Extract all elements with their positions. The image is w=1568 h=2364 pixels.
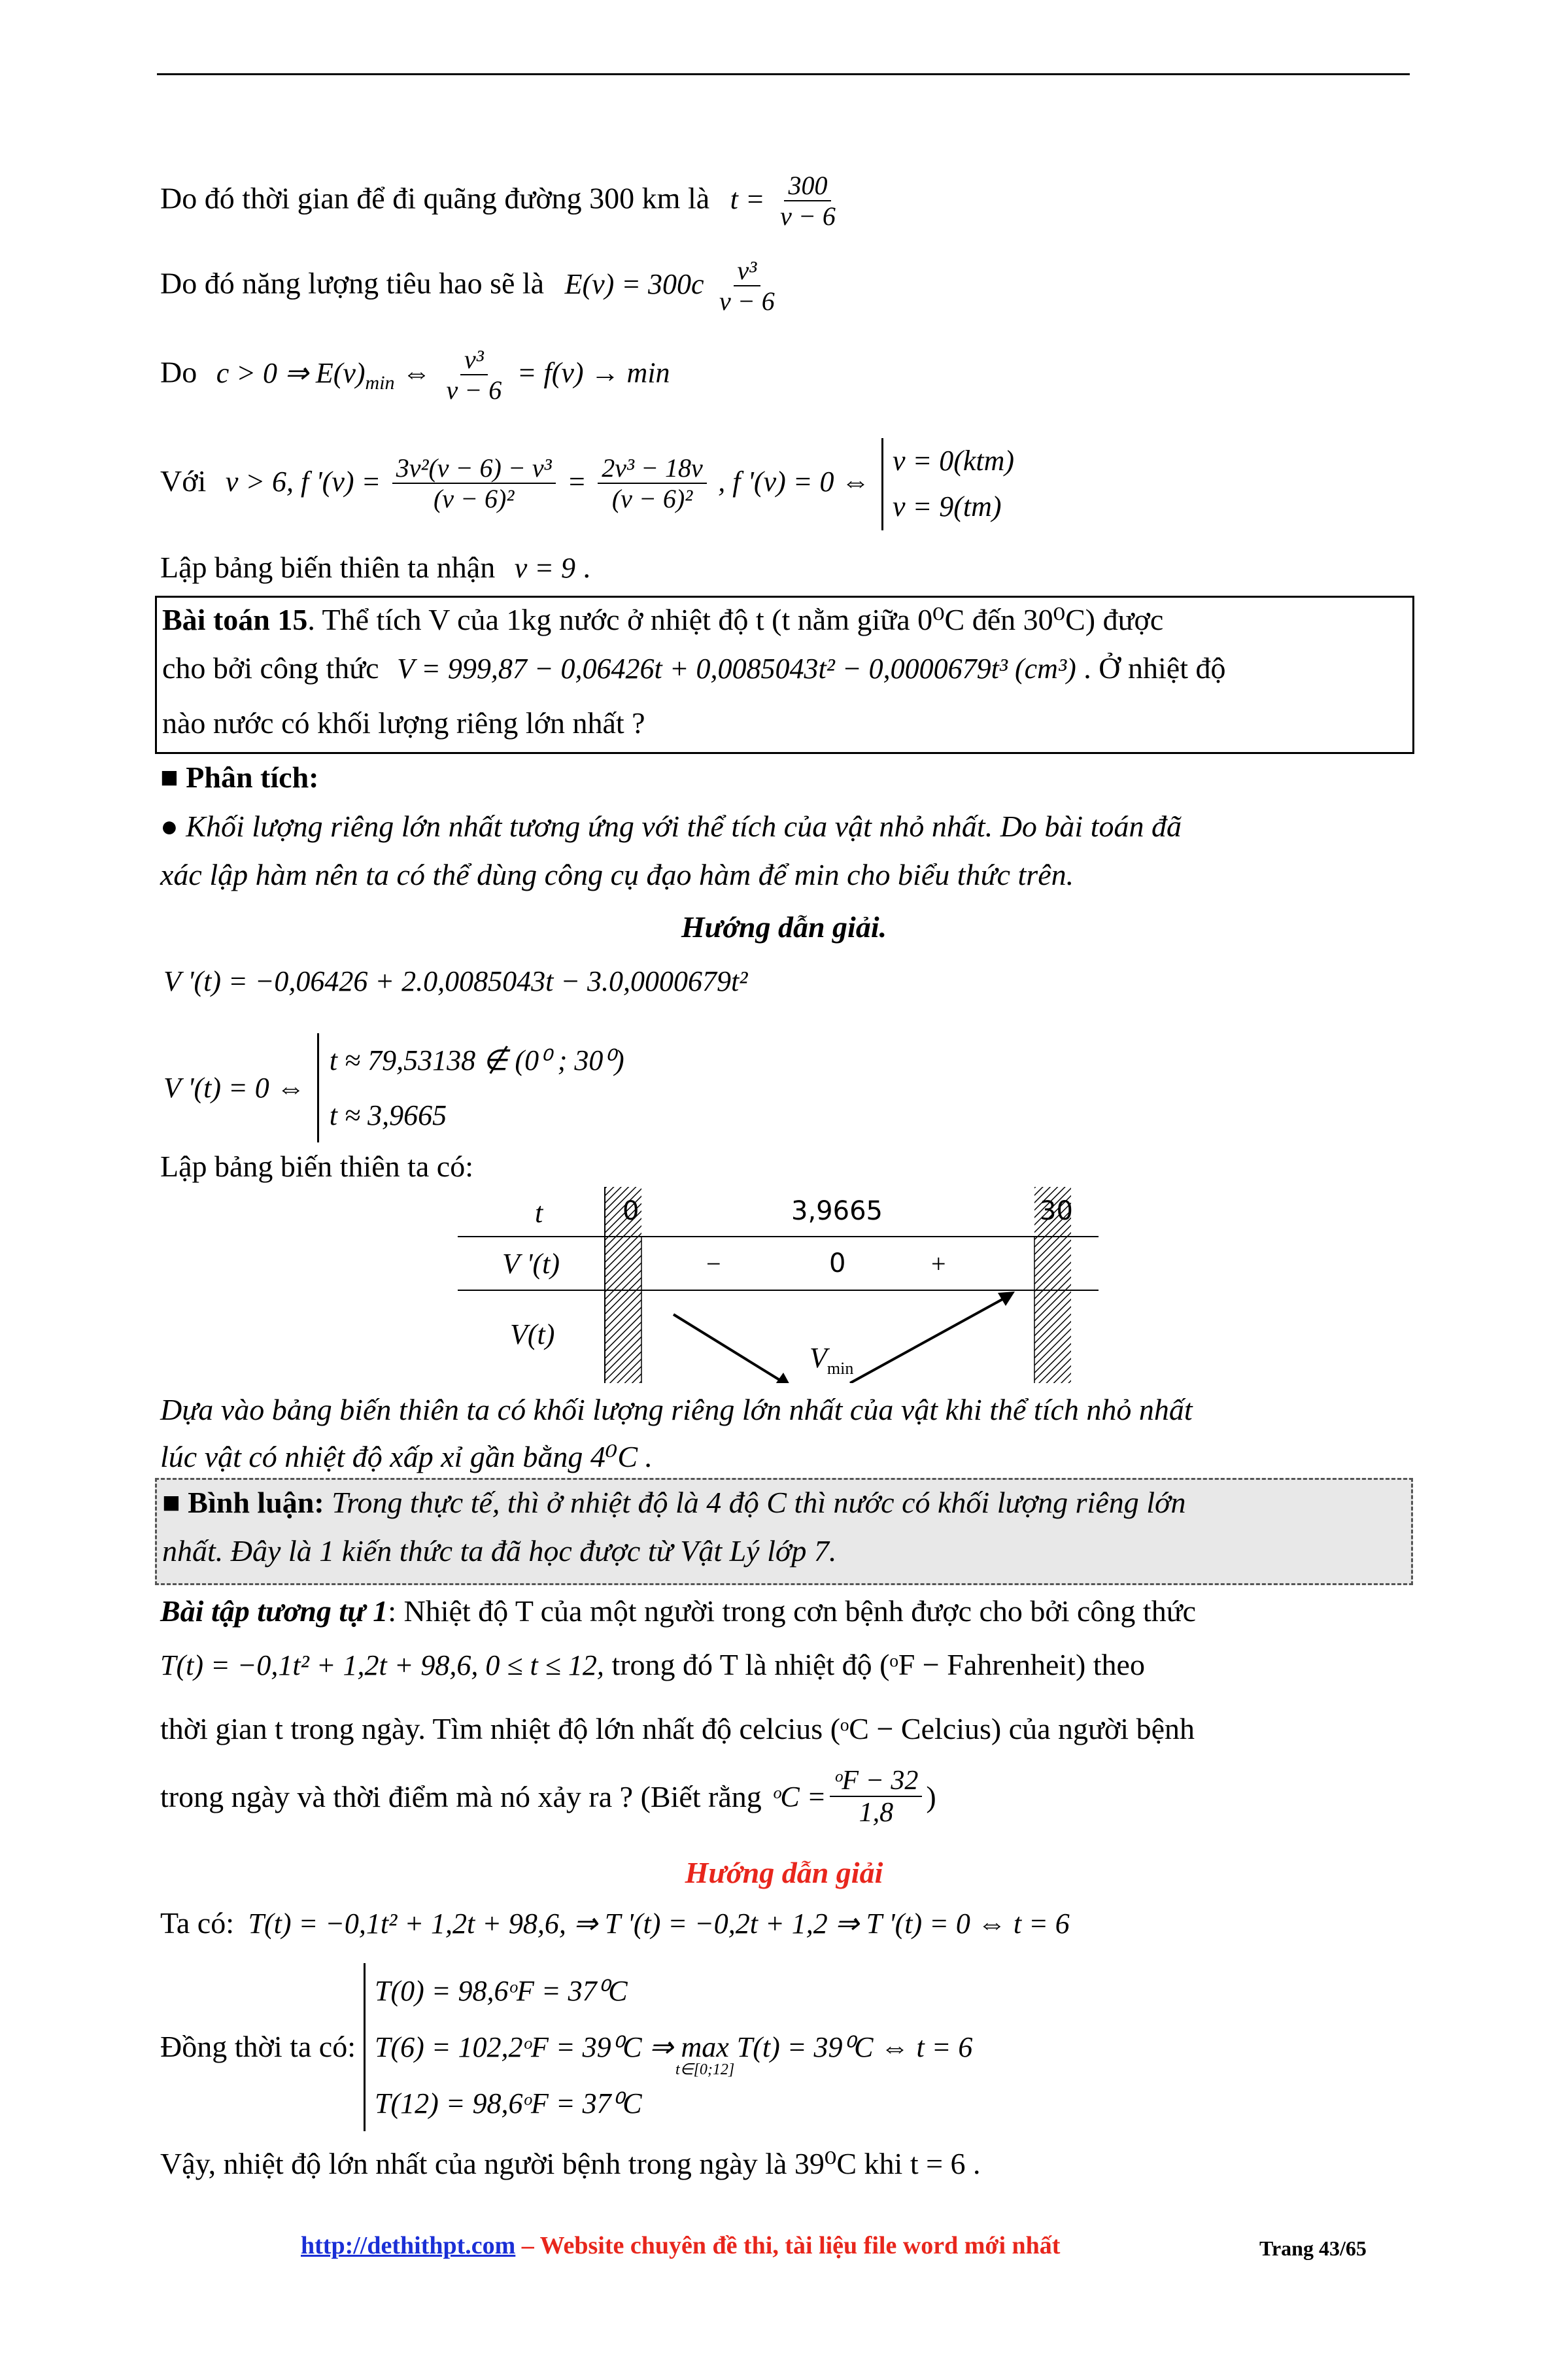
solution2-system: Đồng thời ta có: T(0) = 98,6ᵒF = 37⁰C T(6) = 102,2ᵒF = 39⁰C ⇒ max t∈[0;12] T(t) = 39⁰C ⇔ t = 6 T(12) = 98,6ᵒF = 37⁰C — [160, 1963, 972, 2131]
t-value-critical: 3,9665 — [791, 1196, 883, 1226]
arrow-increase — [850, 1297, 1007, 1383]
page-number: Trang 43/65 — [1259, 2236, 1367, 2260]
analysis-line1: ● Khối lượng riêng lớn nhất tương ứng với thể tích của vật nhỏ nhất. Do bài toán đã — [160, 810, 1182, 843]
solution2-heading: Hướng dẫn giải — [685, 1856, 883, 1889]
table-intro: Lập bảng biến thiên ta có: — [160, 1150, 474, 1183]
solution2-line1: Ta có: T(t) = −0,1t² + 1,2t + 98,6, ⇒ T '(t) = −0,2t + 1,2 ⇒ T '(t) = 0 ⇔ t = 6 — [160, 1906, 1070, 1940]
line-table-result: Lập bảng biến thiên ta nhận v = 9 . — [160, 551, 590, 584]
vmin-label: $V_{min}$ — [810, 1342, 854, 1378]
line-condition: Do c > 0 ⇒ $E(v)_{min}$ ⇔ $\frac{\text{v³}}{v - 6}$ = f(v) → min — [160, 345, 670, 405]
derivative-formula: V '(t) = −0,06426 + 2.0,0085043t − 3.0,0000679t² — [163, 965, 748, 997]
line-energy: Do đó năng lượng tiêu hao sẽ là E(v) = 300c $\frac{\text{v³}}{v - 6}$ — [160, 256, 775, 316]
sign-zero: 0 — [829, 1248, 846, 1278]
header-rule — [157, 73, 1410, 75]
sign-negative: − — [706, 1249, 721, 1278]
variation-table — [458, 1187, 1099, 1383]
analysis-line2: xác lập hàm nên ta có thể dùng công cụ đạo hàm để min cho biểu thức trên. — [160, 858, 1074, 891]
variation-table-lines — [458, 1187, 1099, 1383]
derivative-roots: V '(t) = 0 ⇔ t ≈ 79,53138 ∉ (0⁰ ; 30⁰) t ≈ 3,9665 — [163, 1033, 624, 1142]
arrow-decrease — [673, 1314, 785, 1383]
t-value-0: 0 — [622, 1196, 639, 1226]
problem-line1: Bài toán 15. Thể tích V của 1kg nước ở nhiệt độ t (t nằm giữa 0⁰C đến 30⁰C) được — [162, 603, 1164, 636]
row-label-v: V(t) — [510, 1318, 555, 1350]
comment-line2: nhất. Đây là 1 kiến thức ta đã học được từ Vật Lý lớp 7. — [162, 1534, 837, 1567]
exercise-line2: T(t) = −0,1t² + 1,2t + 98,6, 0 ≤ t ≤ 12, trong đó T là nhiệt độ (ᵒF − Fahrenheit) theo — [160, 1648, 1145, 1681]
footer-link[interactable]: http://dethithpt.com — [301, 2232, 516, 2259]
t-value-30: 30 — [1040, 1196, 1073, 1226]
exercise-line3: thời gian t trong ngày. Tìm nhiệt độ lớn nhất độ celcius (ᵒC − Celcius) của người bệnh — [160, 1712, 1195, 1745]
row-label-t: t — [535, 1197, 543, 1229]
comment-line1: ■ Bình luận: Trong thực tế, thì ở nhiệt độ là 4 độ C thì nước có khối lượng riêng lớn — [162, 1486, 1186, 1519]
sign-positive: + — [931, 1249, 946, 1278]
footer — [301, 2231, 1060, 2260]
conclusion-line2: lúc vật có nhiệt độ xấp xỉ gần bằng 4⁰C . — [160, 1440, 653, 1473]
analysis-label: ■ Phân tích: — [160, 761, 319, 794]
solution-heading: Hướng dẫn giải. — [681, 910, 887, 944]
line-derivative: Với v > 6, f '(v) = $\frac{\text{3v²(v − 6) − v³}}{\text{(v − 6)²}}$ = $\frac{\text{2v³ − 18v}}{\text{(v − 6)²}}$ , f '(v) = 0 ⇔ v = 0(ktm) v = 9(tm) — [160, 438, 1014, 530]
conclusion-line1: Dựa vào bảng biến thiên ta có khối lượng riêng lớn nhất của vật khi thể tích nhỏ nhất — [160, 1393, 1193, 1426]
exercise-line4: trong ngày và thời điểm mà nó xảy ra ? (Biết rằng ᵒC = $\frac{\text{ᵒF − 32}}{1,8}$ ) — [160, 1766, 936, 1828]
problem-line2: cho bởi công thức V = 999,87 − 0,06426t + 0,0085043t² − 0,0000679t³ (cm³) . Ở nhiệt độ — [162, 651, 1226, 685]
line-time: Do đó thời gian để đi quãng đường 300 km là t = $\frac{300}{v - 6}$ — [160, 171, 836, 231]
row-label-deriv: V '(t) — [502, 1248, 560, 1280]
footer-tagline: – Website chuyên đề thi, tài liệu file word mới nhất — [515, 2232, 1061, 2259]
solution2-final: Vậy, nhiệt độ lớn nhất của người bệnh trong ngày là 39⁰C khi t = 6 . — [160, 2147, 981, 2180]
exercise-line1: Bài tập tương tự 1: Nhiệt độ T của một người trong cơn bệnh được cho bởi công thức — [160, 1594, 1197, 1628]
problem-line3: nào nước có khối lượng riêng lớn nhất ? — [162, 706, 645, 740]
